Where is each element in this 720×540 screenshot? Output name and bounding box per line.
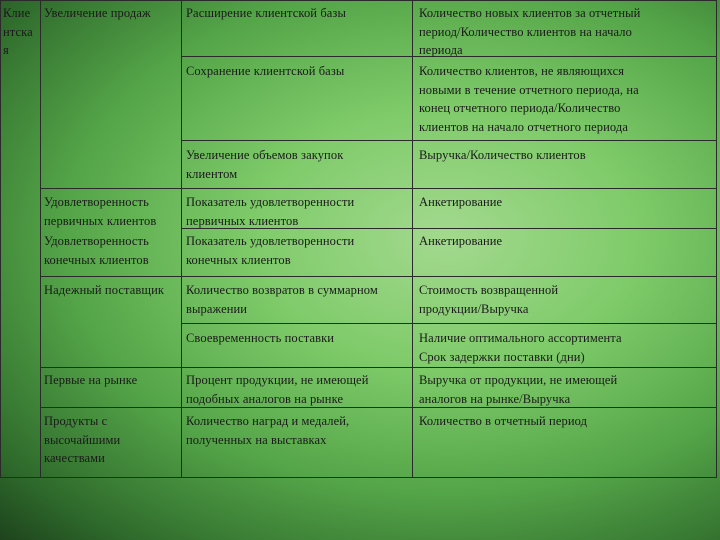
indicator-cell: Своевременность поставки xyxy=(186,331,335,345)
formula-cell: Выручка от продукции, не имеющей аналогов на рынке/Выручка xyxy=(419,373,618,406)
goal-cell: Увеличение продаж xyxy=(44,6,151,20)
goal-cell: Продукты с высочайшими качествами xyxy=(44,414,121,465)
formula-cell: Анкетирование xyxy=(419,234,503,248)
indicator-cell: Сохранение клиентской базы xyxy=(186,64,345,78)
formula-cell: Количество новых клиентов за отчетный период/Количество клиентов на начало периода xyxy=(419,6,641,57)
formula-cell: Наличие оптимального ассортимента Срок задержки поставки (дни) xyxy=(419,331,622,364)
table-border-top xyxy=(0,0,717,1)
formula-cell: Выручка/Количество клиентов xyxy=(419,148,586,162)
row-divider xyxy=(40,367,717,368)
table-border-left xyxy=(0,0,1,478)
formula-cell: Количество клиентов, не являющихся новыми в течение отчетного периода, на конец отчетного периода/Количество клиентов на начало отчетного периода xyxy=(419,64,639,134)
indicator-cell: Количество наград и медалей, полученных на выставках xyxy=(186,414,350,447)
table-border-bottom xyxy=(0,477,717,478)
formula-cell: Анкетирование xyxy=(419,195,503,209)
indicator-cell: Расширение клиентской базы xyxy=(186,6,346,20)
formula-cell: Стоимость возвращенной продукции/Выручка xyxy=(419,283,559,316)
indicator-cell: Показатель удовлетворенности конечных клиентов xyxy=(186,234,355,267)
perspective-label: Клие нтска я xyxy=(3,6,33,57)
goal-cell: Удовлетворенность конечных клиентов xyxy=(44,234,149,267)
row-divider xyxy=(40,188,717,189)
goal-cell: Надежный поставщик xyxy=(44,283,165,297)
indicator-cell: Показатель удовлетворенности первичных клиентов xyxy=(186,195,355,228)
goal-cell: Удовлетворенность первичных клиентов xyxy=(44,195,157,228)
row-divider xyxy=(40,276,717,277)
row-divider xyxy=(181,323,717,324)
formula-cell: Количество в отчетный период xyxy=(419,414,588,428)
indicator-cell: Процент продукции, не имеющей подобных аналогов на рынке xyxy=(186,373,369,406)
indicator-cell: Количество возвратов в суммарном выражении xyxy=(186,283,378,316)
row-divider xyxy=(181,140,717,141)
indicator-cell: Увеличение объемов закупок клиентом xyxy=(186,148,344,181)
goal-cell: Первые на рынке xyxy=(44,373,138,387)
